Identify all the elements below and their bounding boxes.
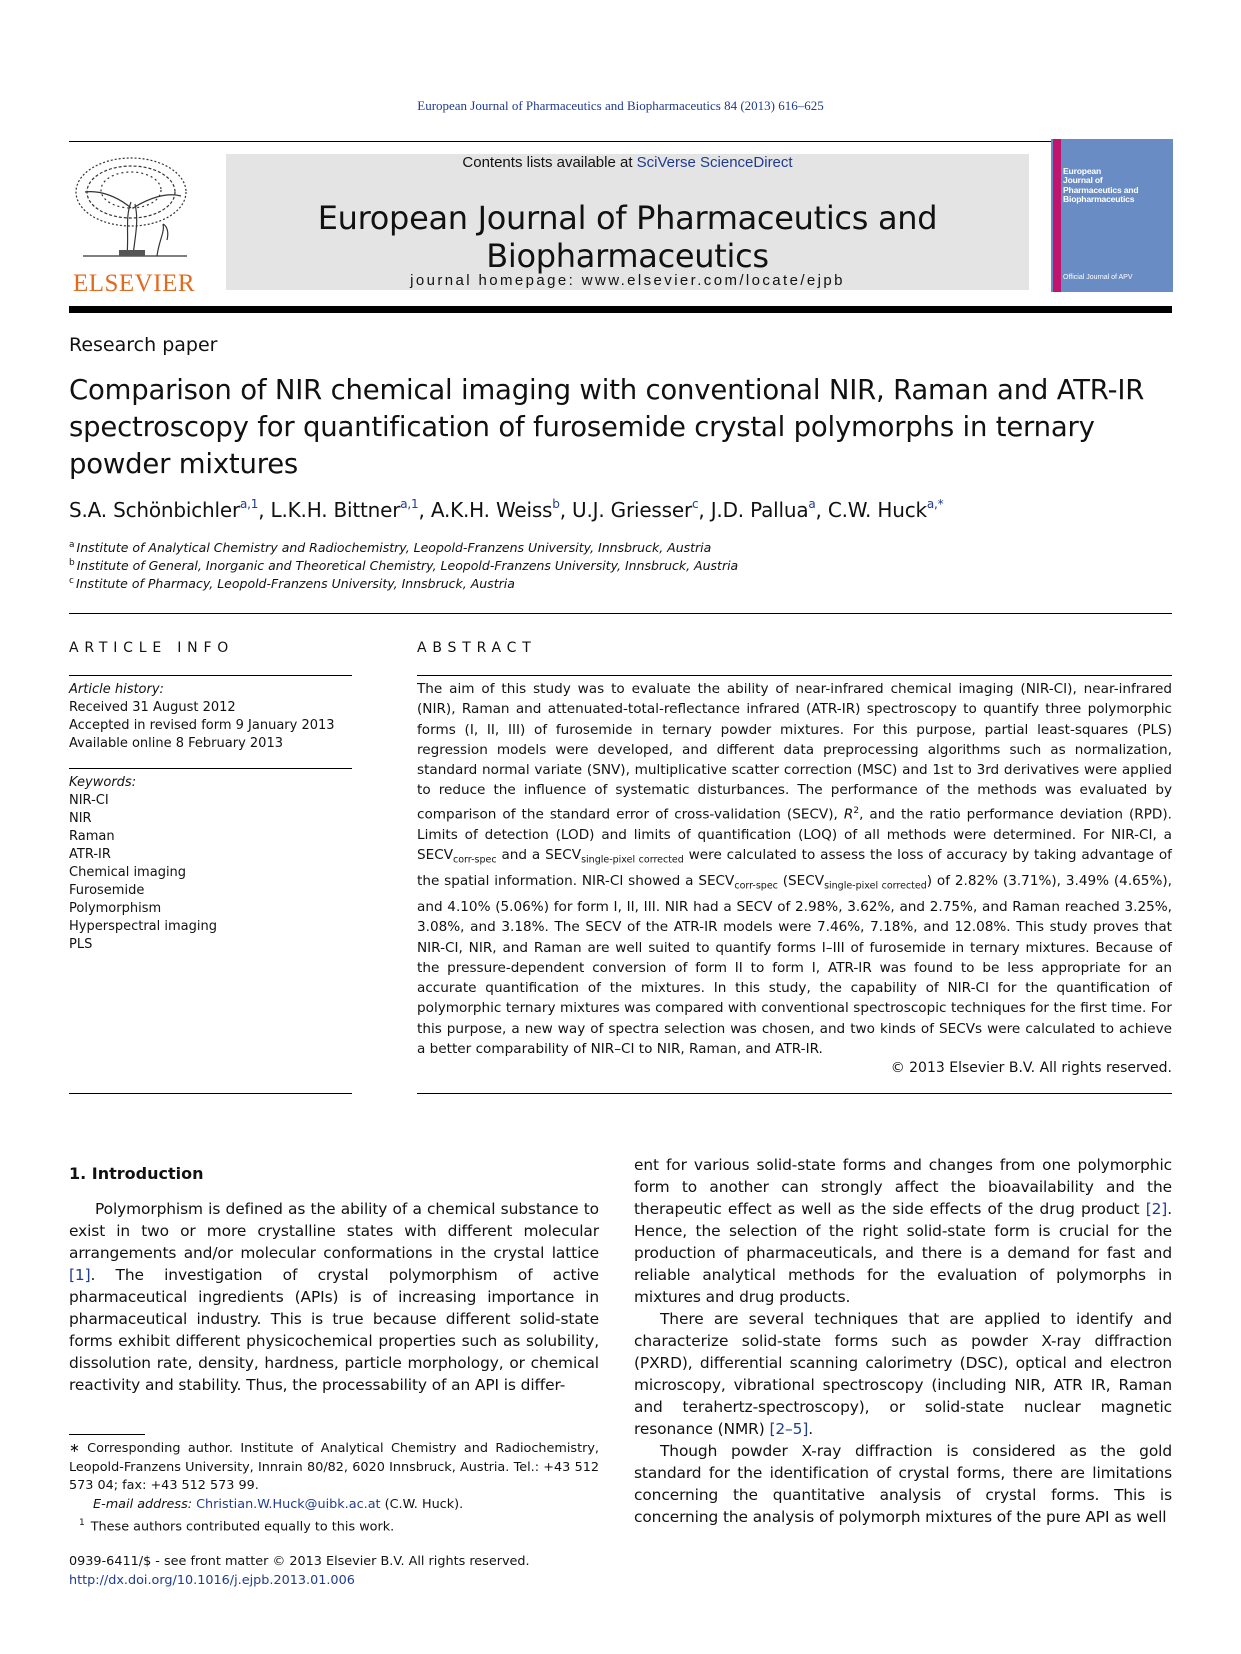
intro-left-column (69, 1198, 599, 1396)
paragraph (634, 1154, 1172, 1308)
author-name[interactable]: S.A. Schönbichler (69, 498, 240, 522)
contents-prefix: Contents lists available at (462, 154, 637, 171)
history-received: Received 31 August 2012 (69, 700, 236, 715)
doi-link[interactable]: http://dx.doi.org/10.1016/j.ejpb.2013.01.006 (69, 1572, 355, 1588)
cover-title-line: Journal of (1063, 175, 1103, 186)
elsevier-tree-icon (69, 152, 199, 267)
article-info-heading: ARTICLE INFO (69, 640, 235, 656)
cover-title-line: European (1063, 166, 1102, 176)
author-name[interactable]: J.D. Pallua (710, 498, 809, 522)
footnote-text: These authors contributed equally to this work. (90, 1519, 395, 1535)
journal-homepage[interactable]: journal homepage: www.elsevier.com/locate/ejpb (410, 272, 845, 289)
abstract-r2: R (843, 806, 854, 823)
paragraph-text: . The investigation of crystal polymorphism of active pharmaceutical ingredients (APIs) is of increasing importance in pharmaceutical industry. This is true because different solid-state forms exhibit different physicochemical properties such as solubility, dissolution rate, density, hardness, particle morphology, or chemical reactivity and stability. Thus, the processability of an API is differ- (69, 1266, 599, 1394)
keyword: ATR-IR (69, 847, 111, 862)
author-affiliation-marker[interactable]: b (552, 497, 560, 511)
elsevier-logo (69, 152, 199, 297)
abstract-text: and a SECV (496, 846, 582, 863)
cover-footer: Official Journal of APV (1063, 274, 1133, 281)
abstract-body (417, 679, 1172, 1059)
author-affiliation-marker[interactable]: c (692, 497, 699, 511)
author-affiliation-marker[interactable]: a (808, 497, 816, 511)
affiliation-text: Institute of General, Inorganic and Theoretical Chemistry, Leopold-Franzens University, Innsbruck, Austria (76, 558, 739, 573)
abstract-subscript: single-pixel corrected (581, 854, 684, 866)
history-revised: Accepted in revised form 9 January 2013 (69, 718, 335, 733)
email-note (69, 1496, 599, 1515)
abstract-subscript: corr-spec (734, 880, 778, 892)
author-affiliation-marker[interactable]: a,1 (400, 497, 419, 511)
affiliation-text: Institute of Pharmacy, Leopold-Franzens University, Innsbruck, Austria (75, 576, 515, 591)
keyword: Polymorphism (69, 901, 162, 916)
abstract-text: ) of 2.82% (3.71%), 3.49% (4.65%), and 4.10% (5.06%) for form I, II, III. NIR had a SECV of 2.98%, 3.62%, and 2.75%, and Raman reached 3.25%, 3.08%, and 3.18%. The SECV of the ATR-IR models were 7.46%, 7.18%, and 12.08%. This study proves that NIR-CI, NIR, and Raman are well suited to quantify forms I–III of furosemide in ternary mixtures. Because of the pressure-dependent conversion of form II to form I, ATR-IR was found to be less appropriate for an accurate quantification of the mixtures. In this study, the capability of NIR-CI for the quantification of polymorphic ternary mixtures was compared with conventional spectroscopic techniques for the first time. For this purpose, a new way of spectra selection was chosen, and two kinds of SECVs were calculated to achieve a better comparability of NIR–CI to NIR, Raman, and ATR-IR. (417, 872, 1172, 1058)
author-list (69, 497, 1169, 522)
abstract-subscript: single-pixel corrected (824, 880, 927, 892)
affiliation-marker: c (69, 576, 74, 586)
abstract-text: were calculated to assess the loss of accuracy by taking advantage of the spatial information. NIR-CI showed a SECV (417, 846, 1172, 889)
issn-block (69, 1553, 530, 1590)
cover-title (1063, 167, 1171, 205)
paragraph-text: . Hence, the selection of the right solid-state form is crucial for the production of pharmaceuticals, and there is a demand for fast and reliable analytical methods for the evaluation of polymorphs in mixtures and drug products. (634, 1200, 1172, 1306)
header-top-rule (69, 141, 1172, 142)
keyword: NIR-CI (69, 793, 109, 808)
author-separator: , (258, 498, 271, 522)
keywords (69, 774, 352, 954)
section-heading: 1. Introduction (69, 1164, 204, 1183)
abstract-rule (417, 675, 1172, 676)
cover-title-line: Pharmaceutics and (1063, 184, 1139, 195)
contents-line (226, 154, 1029, 171)
sciencedirect-link[interactable]: SciVerse ScienceDirect (636, 154, 793, 171)
abstract-bottom-rule (417, 1093, 1172, 1094)
author-name[interactable]: A.K.H. Weiss (430, 498, 553, 522)
author-name[interactable]: U.J. Griesser (572, 498, 692, 522)
keyword: PLS (69, 937, 93, 952)
paragraph-text: There are several techniques that are applied to identify and characterize solid-state forms such as powder X-ray diffraction (PXRD), differential scanning calorimetry (DSC), optical and electron microscopy, vibrational spectroscopy (including NIR, ATR IR, Raman and terahertz-spectroscopy), or solid-state nuclear magnetic resonance (NMR) (634, 1310, 1172, 1438)
paragraph (634, 1308, 1172, 1440)
article-info-rule (69, 675, 352, 676)
keywords-label: Keywords: (69, 775, 137, 790)
affiliation-marker: b (69, 558, 75, 568)
journal-cover-thumbnail (1051, 139, 1173, 292)
abstract-heading: ABSTRACT (417, 640, 537, 656)
email-label: E-mail address: (93, 1496, 197, 1512)
intro-right-column (634, 1154, 1172, 1528)
keyword: Chemical imaging (69, 865, 187, 880)
footnote-rule (69, 1434, 145, 1435)
article-title: Comparison of NIR chemical imaging with conventional NIR, Raman and ATR-IR spectroscopy for quantification of furosemide crystal polymorphs in ternary powder mixtures (69, 374, 1145, 480)
author-name[interactable]: C.W. Huck (827, 498, 927, 522)
author-separator: , (815, 498, 828, 522)
history-label: Article history: (69, 682, 164, 697)
keyword: Furosemide (69, 883, 145, 898)
header-bottom-rule (69, 306, 1172, 313)
affiliation (69, 540, 711, 555)
affiliation (69, 576, 515, 591)
corresponding-author-note: ∗ Corresponding author. Institute of Analytical Chemistry and Radiochemistry, Leopold-Franzens University, Innrain 80/82, 6020 Innsbruck, Austria. Tel.: +43 512 573 04; fax: +43 512 573 99. (69, 1441, 599, 1493)
abstract-text: The aim of this study was to evaluate the ability of near-infrared chemical imaging (NIR-CI), near-infrared (NIR), Raman and attenuated-total-reflectance infrared (ATR-IR) spectroscopy to quantify three polymorphic forms (I, II, III) of furosemide in ternary powder mixtures. For this purpose, partial least-squares (PLS) regression models were developed, and different data preprocessing algorithms such as normalization, standard normal variate (SNV), multiplicative scatter correction (MSC) and 1st to 3rd derivatives were applied to reduce the influence of systematic disturbances. The performance of the methods was evaluated by comparison of the standard error of cross-validation (SECV), (417, 681, 1172, 823)
author-affiliation-marker[interactable]: a,* (926, 497, 944, 511)
abstract-r2-exponent: 2 (853, 805, 860, 816)
issn-line: 0939-6411/$ - see front matter © 2013 Elsevier B.V. All rights reserved. (69, 1554, 530, 1569)
keyword: Hyperspectral imaging (69, 919, 217, 934)
copyright-notice: © 2013 Elsevier B.V. All rights reserved. (890, 1060, 1172, 1076)
keyword: NIR (69, 811, 92, 826)
affiliation-marker: a (69, 540, 75, 550)
paragraph-text: ent for various solid-state forms and changes from one polymorphic form to another can strongly affect the bioavailability and the therapeutic effect as well as the side effects of the drug product (634, 1156, 1172, 1218)
journal-citation-link[interactable]: European Journal of Pharmaceutics and Biopharmaceutics 84 (2013) 616–625 (417, 98, 824, 113)
paragraph (69, 1198, 599, 1396)
author-affiliation-marker[interactable]: a,1 (240, 497, 259, 511)
keywords-rule (69, 768, 352, 769)
abstract-subscript: corr-spec (453, 854, 497, 866)
article-history (69, 681, 352, 753)
citation-link[interactable]: [2] (1145, 1200, 1168, 1218)
footnotes (69, 1440, 599, 1537)
affiliation-text: Institute of Analytical Chemistry and Radiochemistry, Leopold-Franzens University, Innsbruck, Austria (76, 540, 712, 555)
author-separator: , (559, 498, 573, 522)
cover-title-line: Biopharmaceutics (1063, 194, 1135, 205)
email-suffix: (C.W. Huck). (380, 1496, 464, 1512)
cover-stripe (1053, 139, 1061, 292)
citation-link[interactable]: [2–5] (769, 1420, 809, 1438)
author-separator: , (698, 498, 711, 522)
abstract-text: , and the ratio performance deviation (RPD). Limits of detection (LOD) and limits of quantification (LOQ) of all methods were determined. For NIR-CI, a SECV (417, 806, 1172, 863)
email-link[interactable]: Christian.W.Huck@uibk.ac.at (196, 1496, 381, 1512)
footnote-marker: 1 (79, 1518, 85, 1528)
abstract-text: (SECV (777, 872, 825, 889)
author-separator: , (418, 498, 431, 522)
equal-contribution-note (69, 1514, 599, 1537)
publisher-wordmark: ELSEVIER (72, 270, 196, 297)
author-name[interactable]: L.K.H. Bittner (270, 498, 401, 522)
article-info-bottom-rule (69, 1093, 352, 1094)
citation-link[interactable]: [1] (69, 1266, 91, 1284)
article-type: Research paper (69, 334, 218, 356)
title-block-rule (69, 613, 1172, 614)
paragraph-text: Polymorphism is defined as the ability of a chemical substance to exist in two or more crystalline states with different molecular arrangements and/or molecular conformations in the crystal lattice (69, 1200, 599, 1262)
paragraph: Though powder X-ray diffraction is considered as the gold standard for the identification of crystal forms, there are limitations concerning the quantitative analysis of crystal forms. This is concerning the analysis of polymorph mixtures of the pure API as well (634, 1442, 1172, 1526)
journal-name: European Journal of Pharmaceutics and Biopharmaceutics (317, 199, 938, 275)
keyword: Raman (69, 829, 115, 844)
history-online: Available online 8 February 2013 (69, 736, 283, 751)
paragraph-text: . (808, 1420, 814, 1438)
affiliation (69, 558, 738, 573)
